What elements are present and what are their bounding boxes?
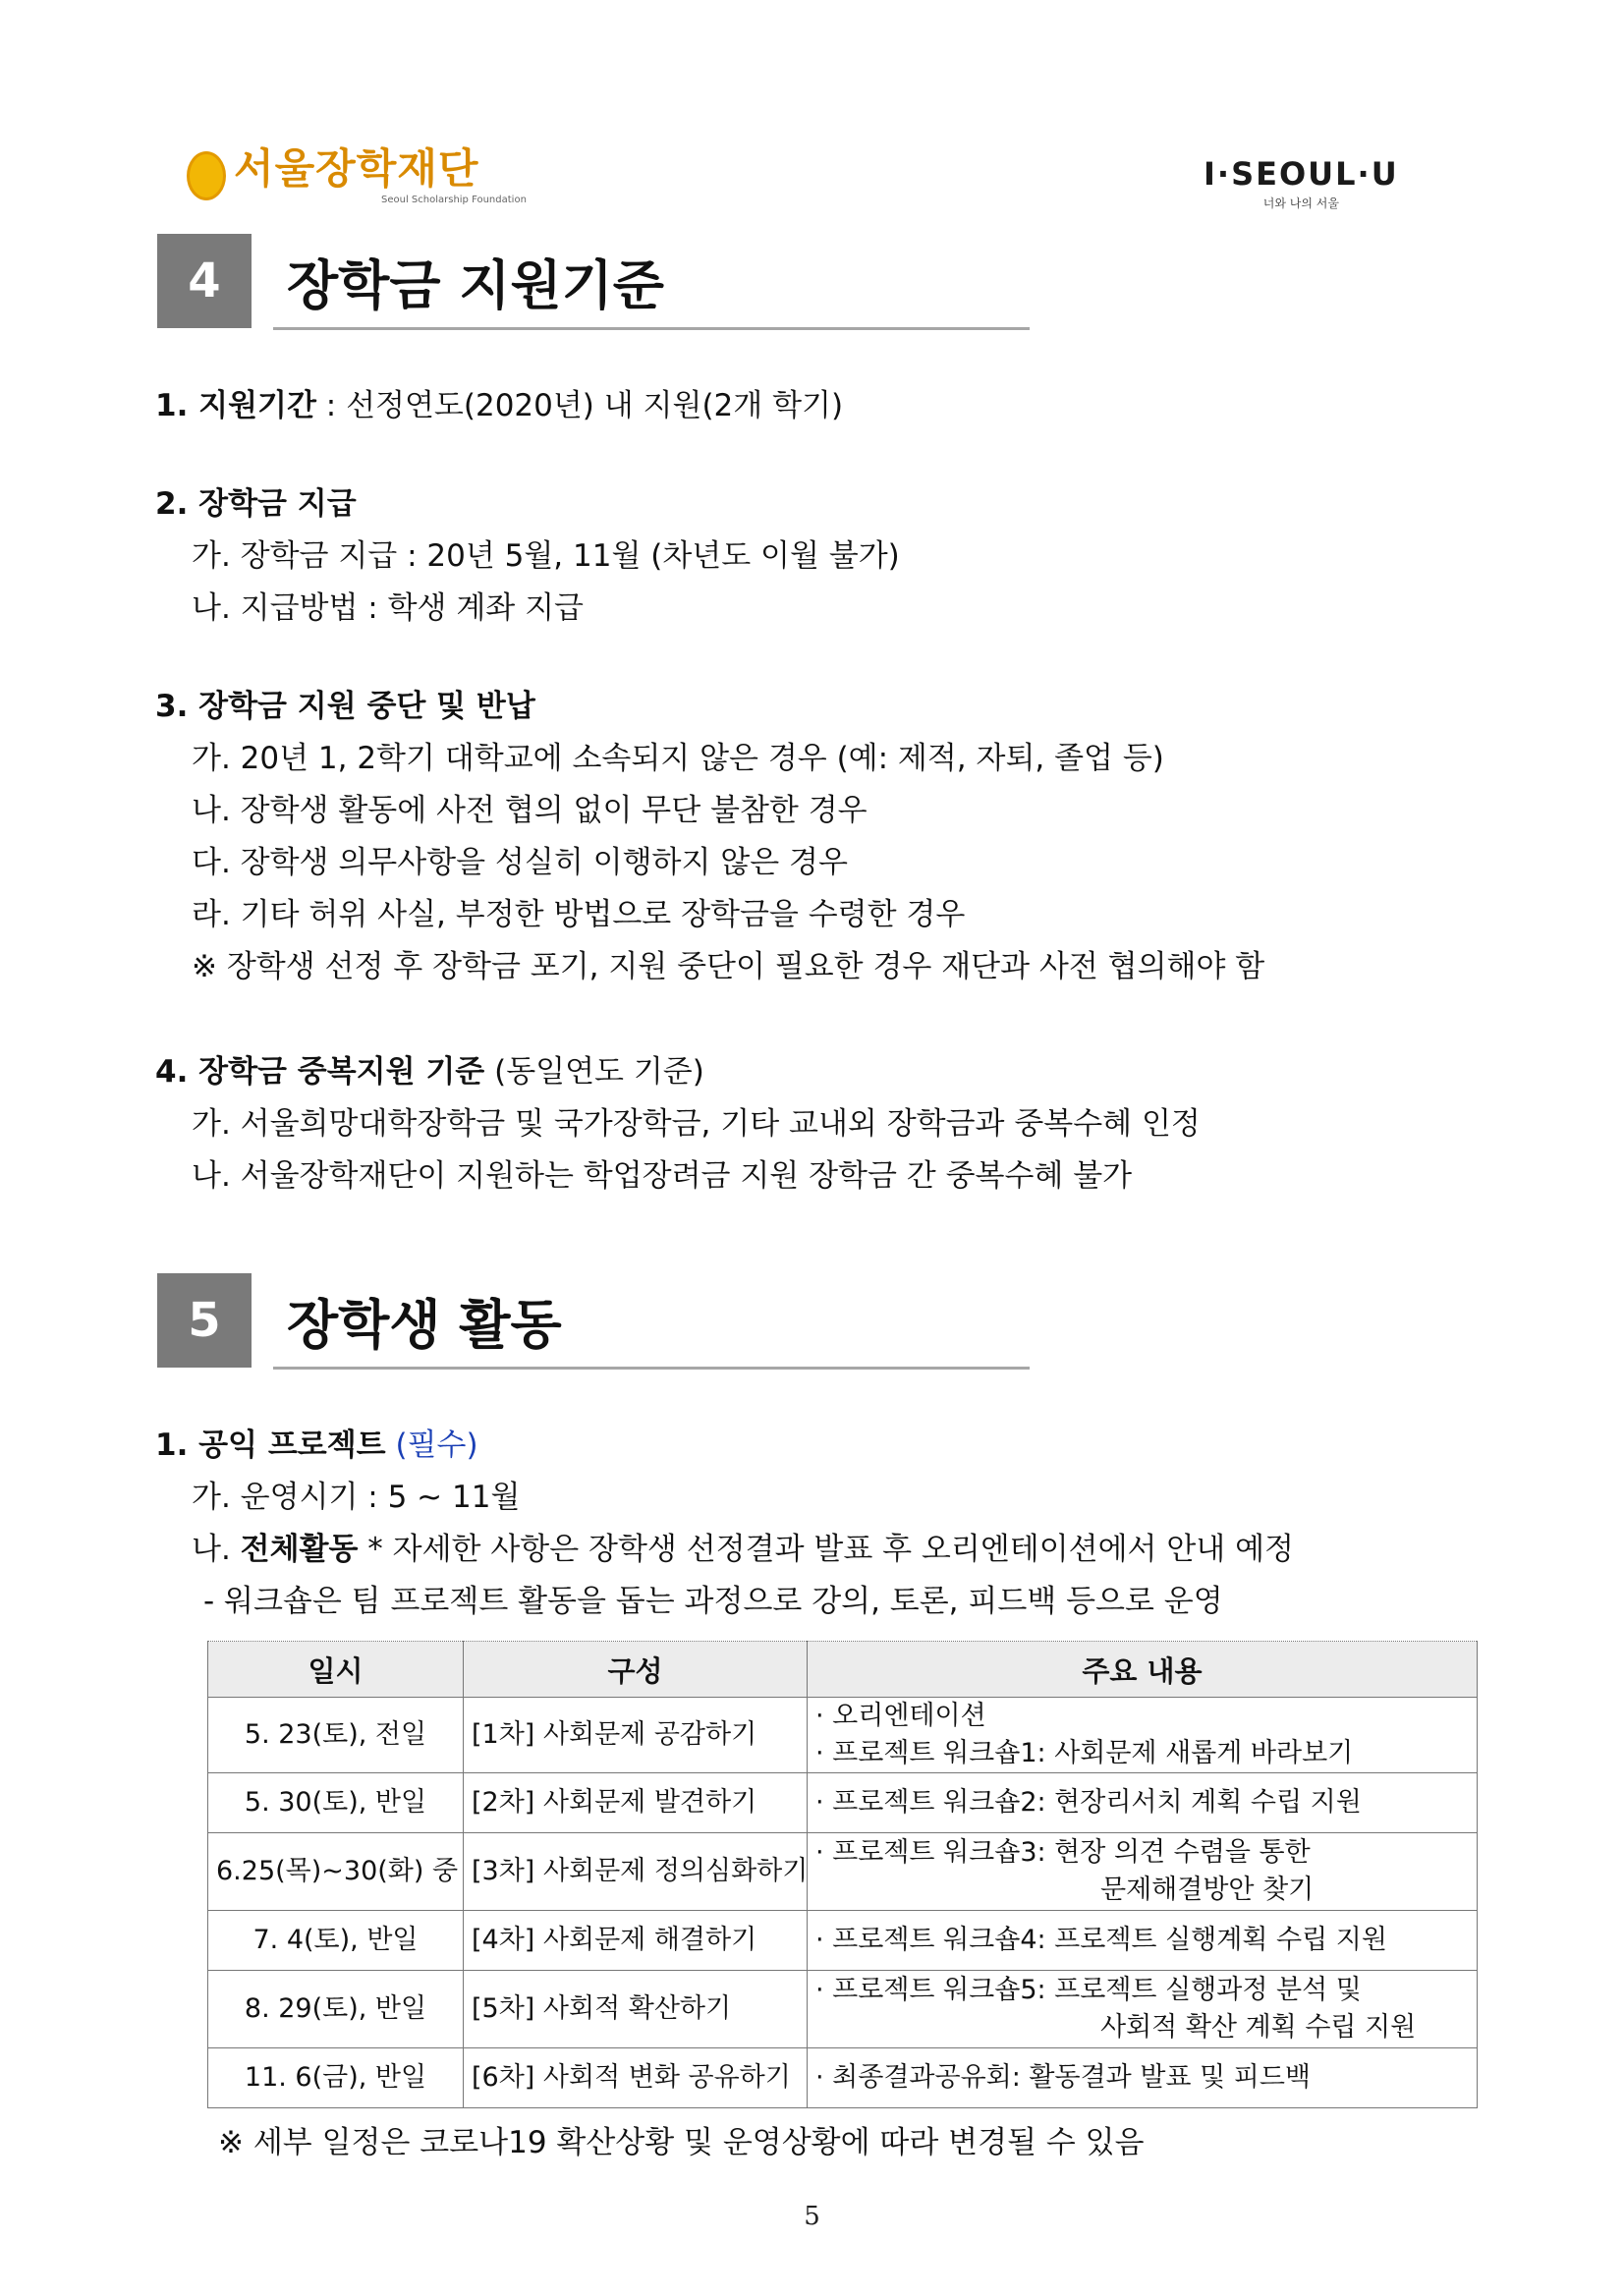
duplicate-not-allowed: 나. 서울장학재단이 지원하는 학업장려금 지원 장학금 간 중복수혜 불가 xyxy=(192,1158,1133,1194)
row-date: 7. 4(토), 반일 xyxy=(208,1911,464,1971)
overall-activities: 나. 전체활동 * 자세한 사항은 장학생 선정결과 발표 후 오리엔테이션에서 안내 예정 xyxy=(192,1532,1294,1567)
workshop-description: - 워크숍은 팀 프로젝트 활동을 돕는 과정으로 강의, 토론, 피드백 등으로 운영 xyxy=(203,1584,1223,1619)
row-content: · 프로젝트 워크숍4: 프로젝트 실행계획 수립 지원 xyxy=(808,1911,1478,1971)
operation-period: 가. 운영시기 : 5 ~ 11월 xyxy=(192,1480,521,1515)
suspension-case-na: 나. 장학생 활동에 사전 협의 없이 무단 불참한 경우 xyxy=(192,793,868,828)
row-content: · 오리엔테이션 · 프로젝트 워크숍1: 사회문제 새롭게 바라보기 xyxy=(808,1698,1478,1773)
table-row xyxy=(208,1773,1478,1833)
logo-subtext: Seoul Scholarship Foundation xyxy=(381,195,527,205)
row-content: · 프로젝트 워크숍5: 프로젝트 실행과정 분석 및 사회적 확산 계획 수립 지원 xyxy=(808,1971,1478,2048)
table-row xyxy=(208,1911,1478,1971)
public-project-heading: 1. 공익 프로젝트 (필수) xyxy=(155,1428,478,1463)
page-number: 5 xyxy=(804,2202,820,2231)
item-support-period: 1. 지원기간 : 선정연도(2020년) 내 지원(2개 학기) xyxy=(155,388,844,423)
row-step: [5차] 사회적 확산하기 xyxy=(464,1971,808,2048)
row-date: 6.25(목)~30(화) 중 xyxy=(208,1833,464,1911)
suspension-note: ※ 장학생 선정 후 장학금 포기, 지원 중단이 필요한 경우 재단과 사전 협의해야 함 xyxy=(192,949,1265,984)
schedule-table-container xyxy=(207,1641,1478,2108)
foundation-emblem-icon xyxy=(187,151,226,200)
row-content: · 프로젝트 워크숍3: 현장 의견 수렴을 통한 문제해결방안 찾기 xyxy=(808,1833,1478,1911)
table-header-row xyxy=(208,1642,1478,1698)
row-step: [1차] 사회문제 공감하기 xyxy=(464,1698,808,1773)
row-step: [6차] 사회적 변화 공유하기 xyxy=(464,2048,808,2108)
table-row xyxy=(208,1971,1478,2048)
i-seoul-u-subtext: 너와 나의 서울 xyxy=(1262,196,1339,210)
section-4-underline xyxy=(273,327,1030,330)
item-payment-heading: 2. 장학금 지급 xyxy=(155,486,357,522)
table-row xyxy=(208,1833,1478,1911)
section-5-title: 장학생 활동 xyxy=(287,1294,562,1356)
item-duplicate-criteria: 4. 장학금 중복지원 기준 (동일연도 기준) xyxy=(155,1054,704,1090)
row-step: [3차] 사회문제 정의심화하기 xyxy=(464,1833,808,1911)
duplicate-allowed: 가. 서울희망대학장학금 및 국가장학금, 기타 교내외 장학금과 중복수혜 인정 xyxy=(192,1106,1201,1142)
suspension-case-da: 다. 장학생 의무사항을 성실히 이행하지 않은 경우 xyxy=(192,845,848,880)
section-5-number: 5 xyxy=(157,1273,252,1368)
table-row xyxy=(208,1698,1478,1773)
header-date: 일시 xyxy=(208,1642,464,1698)
schedule-table xyxy=(207,1641,1478,2108)
item-payment-method: 나. 지급방법 : 학생 계좌 지급 xyxy=(192,590,584,626)
logo-text: 서울장학재단 xyxy=(234,144,479,193)
row-content: · 최종결과공유회: 활동결과 발표 및 피드백 xyxy=(808,2048,1478,2108)
i-seoul-u-text: I·SEOUL·U xyxy=(1204,155,1399,193)
section-4-title: 장학금 지원기준 xyxy=(287,254,664,316)
section-5-underline xyxy=(273,1367,1030,1370)
schedule-note: ※ 세부 일정은 코로나19 확산상황 및 운영상황에 따라 변경될 수 있음 xyxy=(218,2125,1145,2160)
i-seoul-u-logo xyxy=(1204,155,1399,211)
item-payment-schedule: 가. 장학금 지급 : 20년 5월, 11월 (차년도 이월 불가) xyxy=(192,538,900,574)
suspension-case-ga: 가. 20년 1, 2학기 대학교에 소속되지 않은 경우 (예: 제적, 자퇴, 졸업 등) xyxy=(192,741,1164,776)
item-suspension-heading: 3. 장학금 지원 중단 및 반납 xyxy=(155,689,535,724)
row-date: 5. 23(토), 전일 xyxy=(208,1698,464,1773)
row-date: 5. 30(토), 반일 xyxy=(208,1773,464,1833)
table-row xyxy=(208,2048,1478,2108)
section-4-number: 4 xyxy=(157,234,252,328)
header-content: 주요 내용 xyxy=(808,1642,1478,1698)
header-step: 구성 xyxy=(464,1642,808,1698)
suspension-case-ra: 라. 기타 허위 사실, 부정한 방법으로 장학금을 수령한 경우 xyxy=(192,897,966,932)
row-step: [4차] 사회문제 해결하기 xyxy=(464,1911,808,1971)
row-date: 11. 6(금), 반일 xyxy=(208,2048,464,2108)
row-content: · 프로젝트 워크숍2: 현장리서치 계획 수립 지원 xyxy=(808,1773,1478,1833)
seoul-scholarship-logo xyxy=(187,145,527,205)
row-date: 8. 29(토), 반일 xyxy=(208,1971,464,2048)
row-step: [2차] 사회문제 발견하기 xyxy=(464,1773,808,1833)
